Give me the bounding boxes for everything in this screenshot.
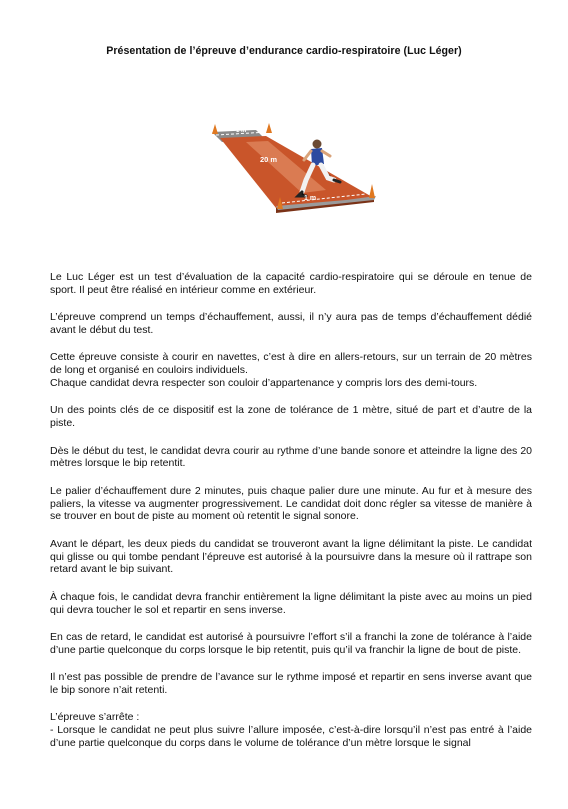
label-bottom-width: 1 m: [304, 195, 317, 202]
paragraph: Le palier d’échauffement dure 2 minutes, puis chaque palier dure une minute. Au fur et à mesure des paliers, la vitesse va augmenter progressivement. Le candidat doit donc régler sa vitesse de manière à se trouver en bout de piste au moment où retentit le signal sonore.: [50, 484, 532, 523]
cone: [266, 123, 272, 133]
paragraph: Le Luc Léger est un test d’évaluation de la capacité cardio-respiratoire qui se déroule en tenue de sport. Il peut être réalisé en intérieur comme en extérieur.: [50, 271, 532, 296]
document-body: [50, 271, 532, 750]
cone: [212, 124, 218, 134]
document-title: Présentation de l’épreuve d’endurance cardio-respiratoire (Luc Léger): [106, 45, 462, 57]
paragraph: L’épreuve comprend un temps d’échauffement, aussi, il n’y aura pas de temps d’échauffement dédié avant le début du test.: [50, 311, 532, 336]
paragraph: Il n’est pas possible de prendre de l’avance sur le rythme imposé et repartir en sens inverse avant que le bip sonore n’ait retenti.: [50, 671, 532, 696]
label-top-width: 1 m: [236, 128, 247, 134]
cone: [369, 184, 375, 198]
paragraph: Cette épreuve consiste à courir en navettes, c’est à dire en allers-retours, sur un terrain de 20 mètres de long et organisé en couloirs individuels. Chaque candidat devra respecter son couloir d’appartenance y compris lors des demi-tours.: [50, 351, 532, 389]
paragraph: À chaque fois, le candidat devra franchir entièrement la ligne délimitant la piste avec au moins un pied qui devra toucher le sol et repartir en sens inverse.: [50, 590, 532, 616]
paragraph: Avant le départ, les deux pieds du candidat se trouveront avant la ligne délimitant la piste. Le candidat qui glisse ou qui tombe pendant l’épreuve est autorisé à la poursuivre dans la mesure où il rattrape son retard avant le bip suivant.: [50, 537, 532, 576]
paragraph: Un des points clés de ce dispositif est la zone de tolérance de 1 mètre, situé de part et d’autre de la piste.: [50, 404, 532, 430]
paragraph: En cas de retard, le candidat est autorisé à poursuivre l’effort s’il a franchi la zone de tolérance à l’aide d’une partie quelconque du corps lorsque le bip retentit, puis qu’il va franchir la ligne de bout de piste.: [50, 630, 532, 656]
label-length: 20 m: [260, 155, 278, 164]
paragraph: L’épreuve s’arrête : - Lorsque le candidat ne peut plus suivre l’allure imposée, c’est-à-dire lorsqu’il n’est pas entré à l’aide d’une partie quelconque du corps dans le volume de tolérance d’un mètre lorsque le signal: [50, 711, 532, 749]
shuttle-run-track-illustration: [206, 118, 388, 218]
paragraph: Dès le début du test, le candidat devra courir au rythme d’une bande sonore et atteindre la ligne des 20 mètres lorsque le bip retentit.: [50, 444, 532, 470]
